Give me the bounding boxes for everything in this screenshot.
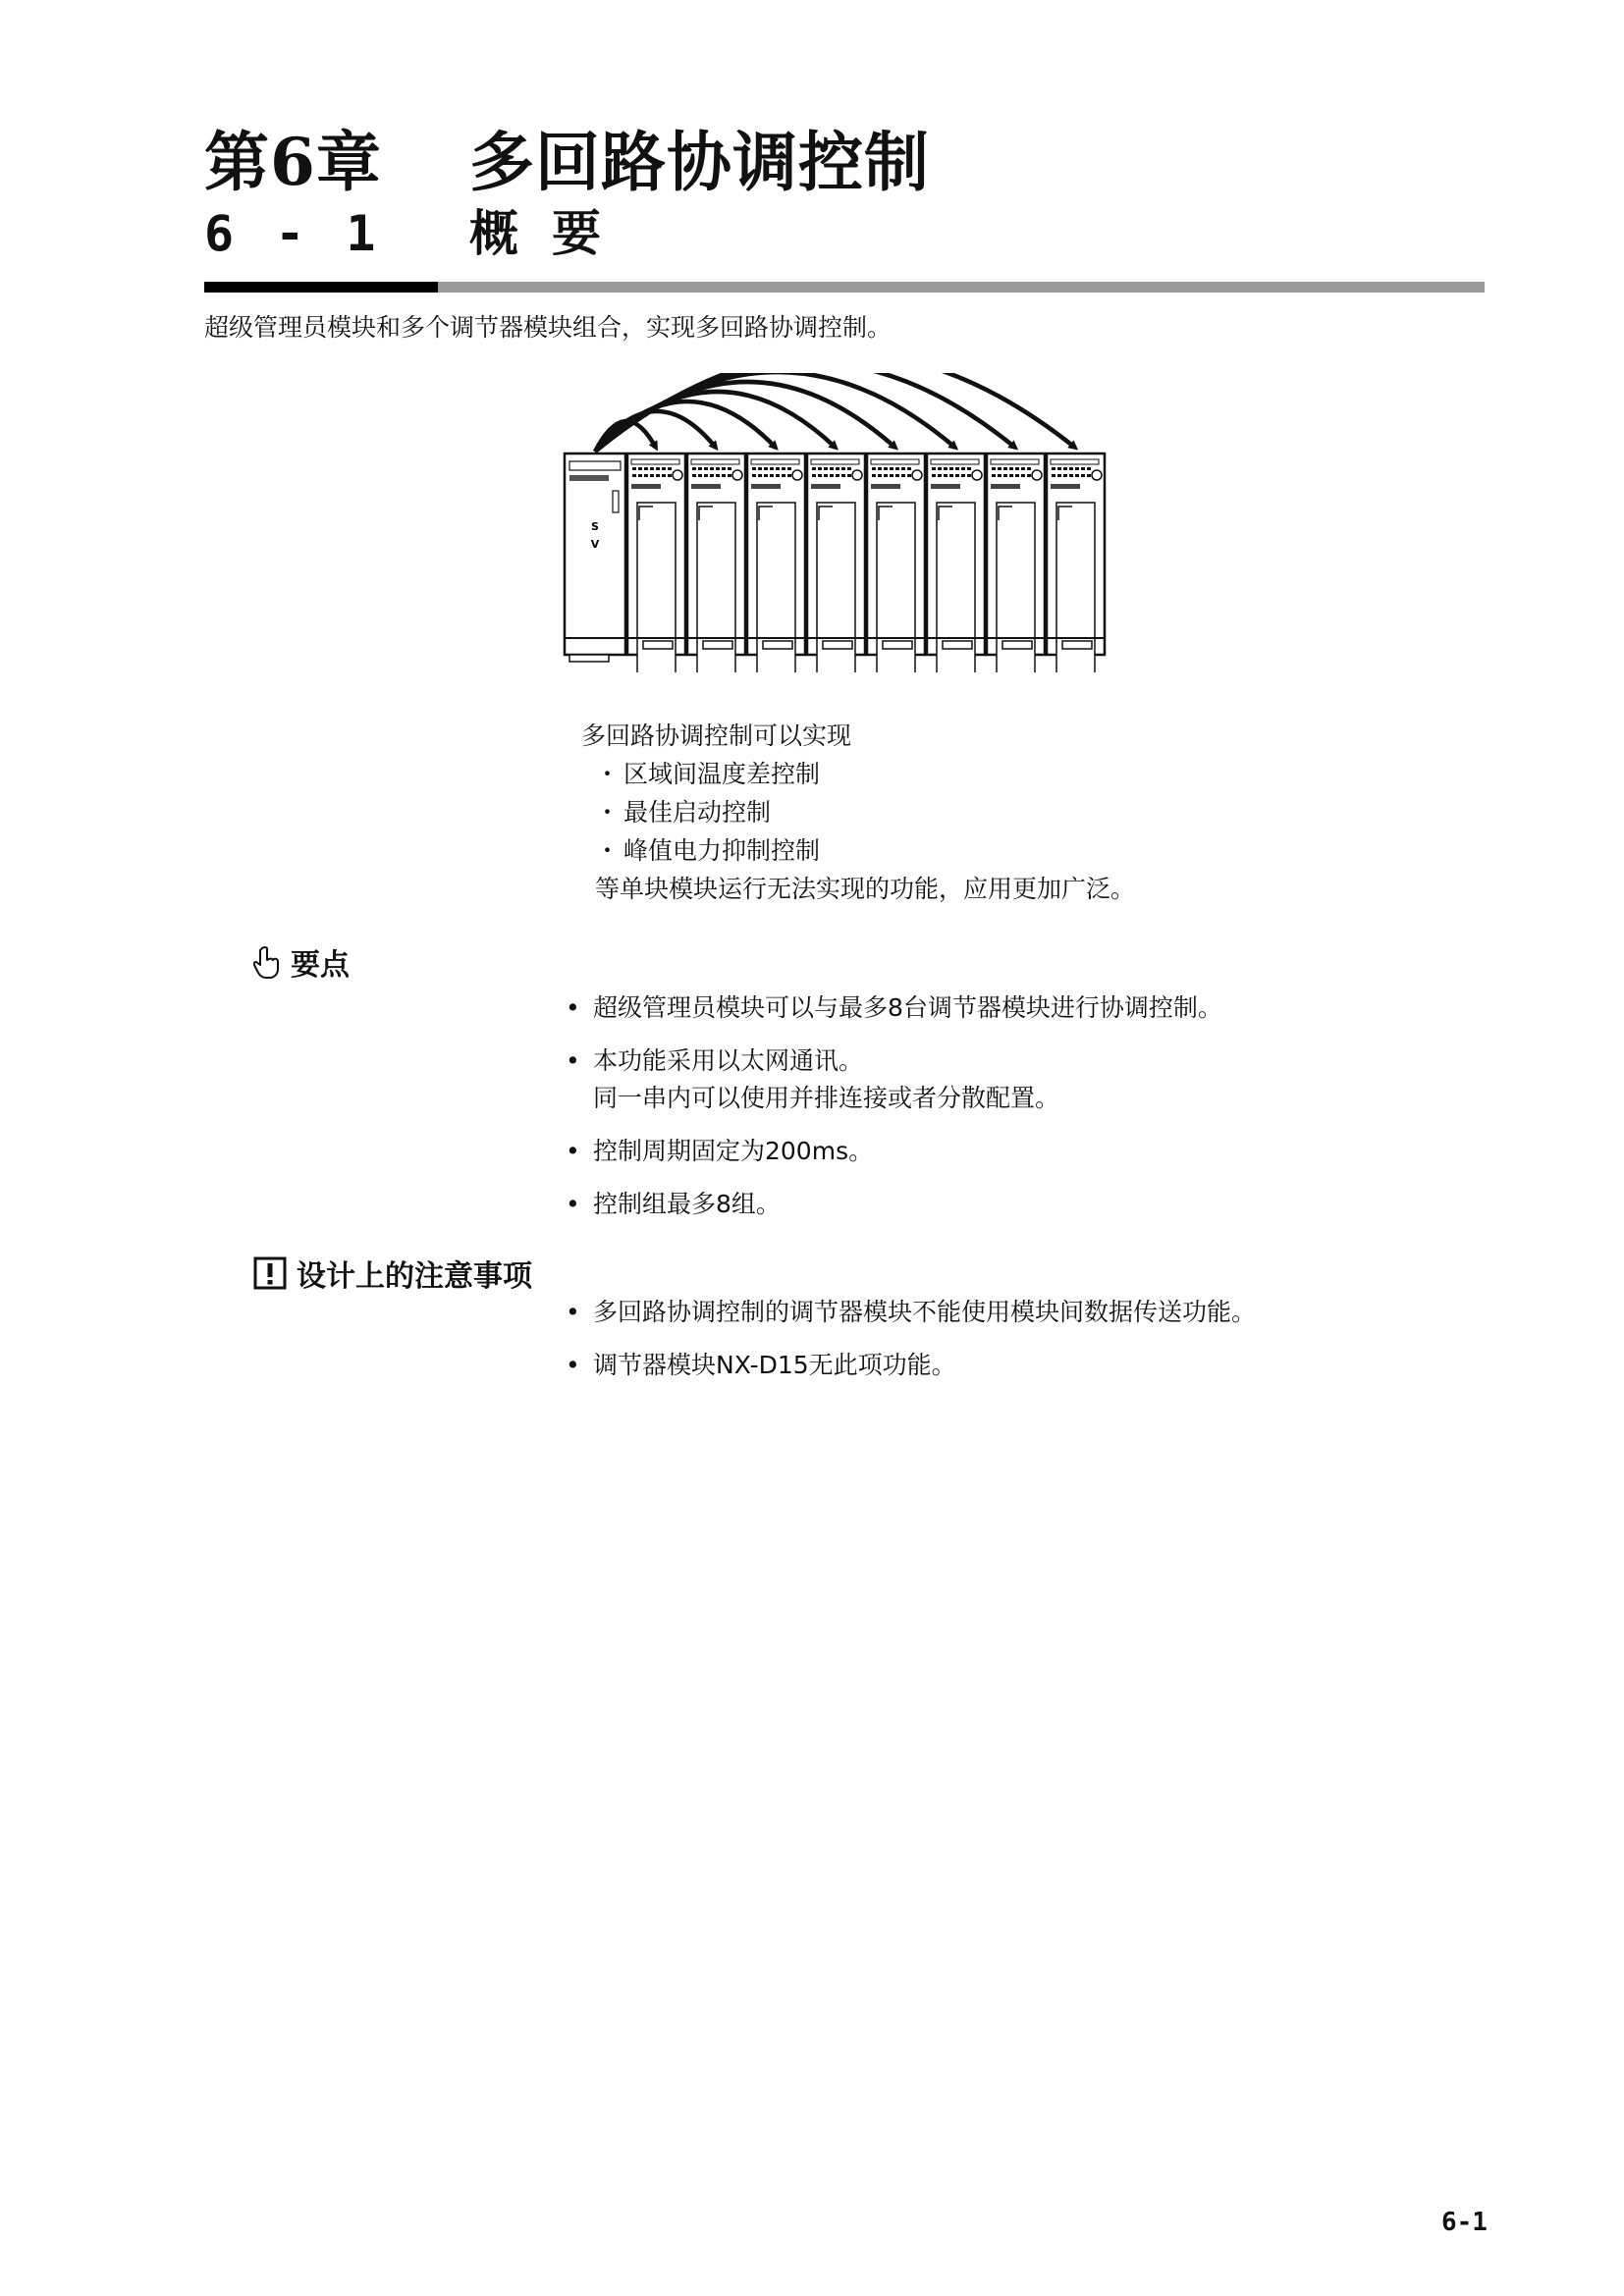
controller-unit [747,454,805,672]
caption-bullet: ・ 区域间温度差控制 [581,755,1135,793]
section-number: 6 - 1 [204,205,382,262]
points-heading-text: 要点 [291,948,350,983]
design-caution-heading [253,1252,532,1295]
controller-unit [867,454,925,672]
controller-unit [627,454,685,672]
caution-icon [253,1256,287,1290]
chapter-name: 多回路协调控制 [469,124,930,200]
design-caution-heading-text: 设计上的注意事项 [297,1259,532,1294]
module-diagram [560,373,1119,672]
supervisor-label-2: V [590,538,600,551]
list-item: • 控制组最多8组。 [562,1186,1222,1223]
intro-text: 超级管理员模块和多个调节器模块组合，实现多回路协调控制。 [204,313,893,342]
design-caution-list [562,1294,1256,1400]
controller-unit [927,454,985,672]
section-title [204,194,634,265]
points-list [562,989,1222,1239]
points-heading [253,940,350,984]
caption-bullet: ・ 最佳启动控制 [581,793,1135,831]
caption-bullet: ・ 峰值电力抑制控制 [581,831,1135,870]
page-number: 6-1 [1441,2208,1488,2237]
figure-caption [581,717,1135,908]
chapter-number: 第6章 [204,124,382,200]
section-name: 概要 [469,205,634,262]
controller-unit [987,454,1045,672]
caption-lead: 多回路协调控制可以实现 [581,721,852,750]
coordination-arrows [595,373,1075,452]
controller-unit [1047,454,1105,672]
heading-rule-accent [204,282,438,293]
caption-tail: 等单块模块运行无法实现的功能，应用更加广泛。 [595,875,1136,903]
list-item: • 控制周期固定为200ms。 [562,1133,1222,1170]
controller-units [627,454,1105,672]
list-item: • 本功能采用以太网通讯。 同一串内可以使用并排连接或者分散配置。 [562,1042,1222,1117]
supervisory-unit [565,454,625,662]
list-item: • 调节器模块NX-D15无此项功能。 [562,1347,1256,1384]
chapter-title [204,110,930,203]
list-item: • 超级管理员模块可以与最多8台调节器模块进行协调控制。 [562,989,1222,1027]
supervisor-label-1: S [591,520,599,533]
controller-unit [687,454,745,672]
controller-unit [807,454,865,672]
pointing-hand-icon [253,945,281,979]
list-item: • 多回路协调控制的调节器模块不能使用模块间数据传送功能。 [562,1294,1256,1331]
